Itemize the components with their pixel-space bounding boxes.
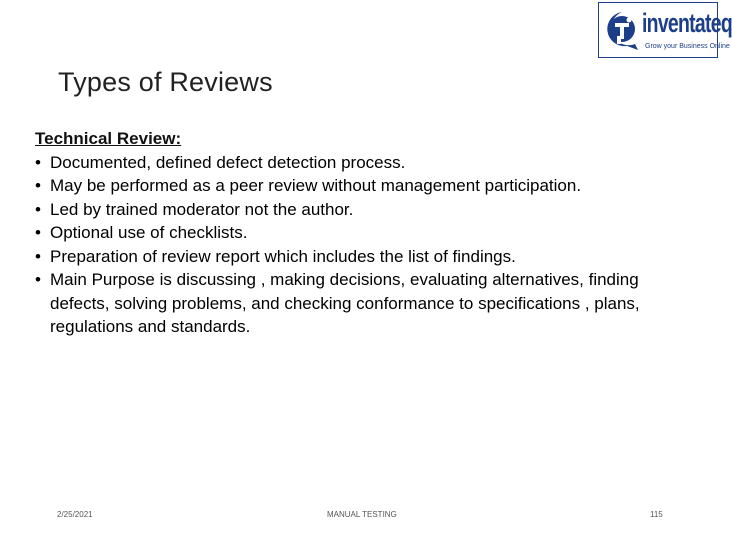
company-logo: [598, 2, 732, 58]
section-heading: Technical Review:: [35, 129, 182, 148]
list-item: [35, 151, 695, 175]
list-item: [35, 221, 695, 245]
footer-date: 2/25/2021: [57, 510, 93, 519]
list-item-text: Documented, defined defect detection process.: [50, 152, 406, 172]
footer-title: MANUAL TESTING: [327, 510, 397, 519]
list-item: [35, 268, 695, 339]
logo-wordmark: inventateq: [642, 8, 732, 38]
bullet-icon: •: [35, 270, 41, 289]
bullet-list: [35, 151, 695, 339]
list-item: [35, 174, 695, 198]
slide-title: Types of Reviews: [58, 67, 273, 97]
list-item: [35, 245, 695, 269]
logo-tagline: Grow your Business Online: [645, 43, 730, 50]
bullet-icon: •: [35, 223, 41, 242]
list-item: [35, 198, 695, 222]
bullet-icon: •: [35, 176, 41, 195]
logo-mark-icon: [605, 10, 639, 52]
list-item-text: Optional use of checklists.: [50, 223, 248, 242]
list-item-text: May be performed as a peer review without management participation.: [50, 176, 582, 195]
slide-body: [35, 127, 695, 339]
bullet-icon: •: [35, 246, 41, 266]
list-item-text: Main Purpose is discussing , making decisions, evaluating alternatives, finding defects, solving problems, and checking conformance to specifications , plans, regulations and standards.: [50, 270, 640, 336]
bullet-icon: •: [35, 152, 41, 172]
page-number: 115: [650, 510, 663, 519]
list-item-text: Preparation of review report which includes the list of findings.: [50, 246, 516, 266]
list-item-text: Led by trained moderator not the author.: [50, 199, 354, 219]
bullet-icon: •: [35, 199, 41, 219]
